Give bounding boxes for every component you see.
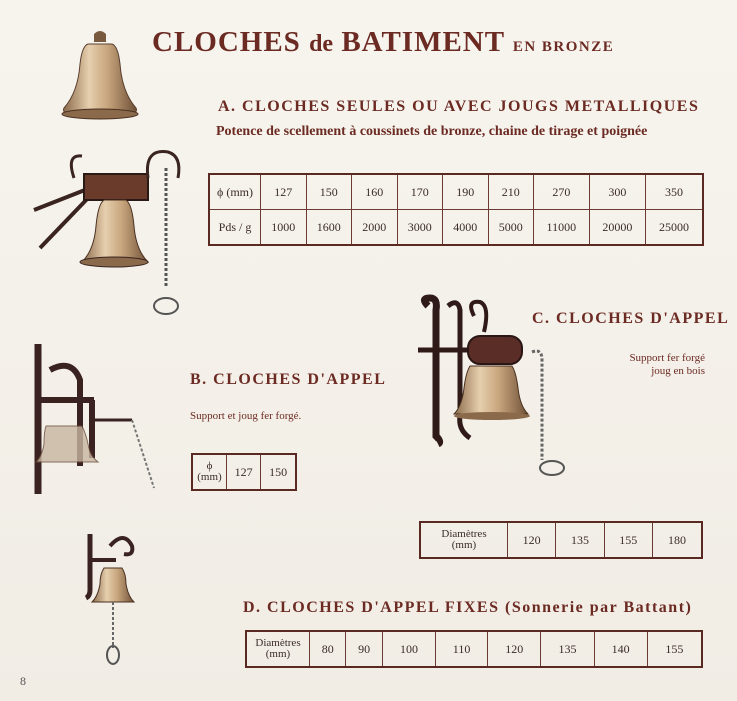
table-c-cell: 120 [508,522,556,558]
section-c-heading: C. CLOCHES D'APPEL [532,310,730,327]
table-d-cell: 155 [647,631,702,667]
table-a-cell: 160 [352,174,398,210]
table-d-header-line1: Diamètres [255,637,301,649]
table-b-cell: 127 [227,454,261,490]
section-c-desc-line2: joug en bois [651,365,705,377]
table-d-cell: 80 [310,631,346,667]
page-title [152,26,614,59]
table-a-label-weight: Pds / g [209,210,261,246]
table-a-cell: 150 [306,174,352,210]
table-d-cell: 110 [436,631,488,667]
table-b [191,453,297,491]
table-a-cell: 127 [261,174,307,210]
table-d-header [246,631,310,667]
table-b-cell: 150 [261,454,296,490]
table-a-cell: 2000 [352,210,398,246]
table-d-cell: 120 [488,631,541,667]
table-b-header [192,454,227,490]
table-d-cell: 135 [541,631,594,667]
table-a-cell: 170 [397,174,443,210]
table-c [419,521,703,559]
table-a-cell: 4000 [443,210,489,246]
table-c-row [420,522,702,558]
table-a-cell: 1600 [306,210,352,246]
section-c-desc-line1: Support fer forgé [629,352,705,364]
table-b-header-symbol: ϕ [206,460,213,472]
table-a [208,173,704,246]
title-batiment: BATIMENT [341,26,505,58]
table-a-cell: 270 [534,174,590,210]
section-c-desc [629,352,705,378]
table-a-cell: 1000 [261,210,307,246]
wall-bell-wood-yoke-illustration [414,296,574,481]
section-a-subtitle: Potence de scellement à coussinets de bronze, chaine de tirage et poignée [216,124,648,139]
table-c-cell: 180 [652,522,702,558]
table-c-header-line2: (mm) [451,539,477,551]
table-d-header-line2: (mm) [265,648,291,660]
table-d-cell: 140 [594,631,647,667]
table-d-row [246,631,702,667]
table-d [245,630,703,668]
table-a-cell: 5000 [488,210,534,246]
table-a-label-diameter: ϕ (mm) [209,174,261,210]
yoke-bell-illustration [30,148,180,318]
section-b-desc: Support et joug fer forgé. [190,410,302,422]
table-a-row-weight [209,210,703,246]
table-d-cell: 90 [346,631,382,667]
section-b-heading: B. CLOCHES D'APPEL [190,371,387,388]
bell-illustration [60,30,140,125]
fixed-wall-bell-illustration [80,530,142,665]
table-a-cell: 190 [443,174,489,210]
table-c-header [420,522,508,558]
table-c-header-line1: Diamètres [441,528,487,540]
title-de: de [309,31,334,57]
section-a-heading: A. CLOCHES SEULES OU AVEC JOUGS METALLIQUES [218,98,700,115]
title-cloches: CLOCHES [152,26,301,58]
table-b-header-unit: (mm) [197,471,222,483]
table-c-cell: 155 [604,522,652,558]
table-d-cell: 100 [382,631,435,667]
table-a-row-diameter [209,174,703,210]
table-a-cell: 20000 [589,210,645,246]
table-a-cell: 11000 [534,210,590,246]
section-d-heading: D. CLOCHES D'APPEL FIXES (Sonnerie par Battant) [243,599,693,616]
table-a-cell: 350 [646,174,703,210]
page-number: 8 [20,674,26,688]
table-a-cell: 25000 [646,210,703,246]
table-c-cell: 135 [556,522,604,558]
table-a-cell: 210 [488,174,534,210]
table-a-cell: 300 [589,174,645,210]
table-b-row [192,454,296,490]
table-a-cell: 3000 [397,210,443,246]
wall-bell-iron-yoke-illustration [30,340,156,500]
title-en-bronze: EN BRONZE [512,39,615,55]
